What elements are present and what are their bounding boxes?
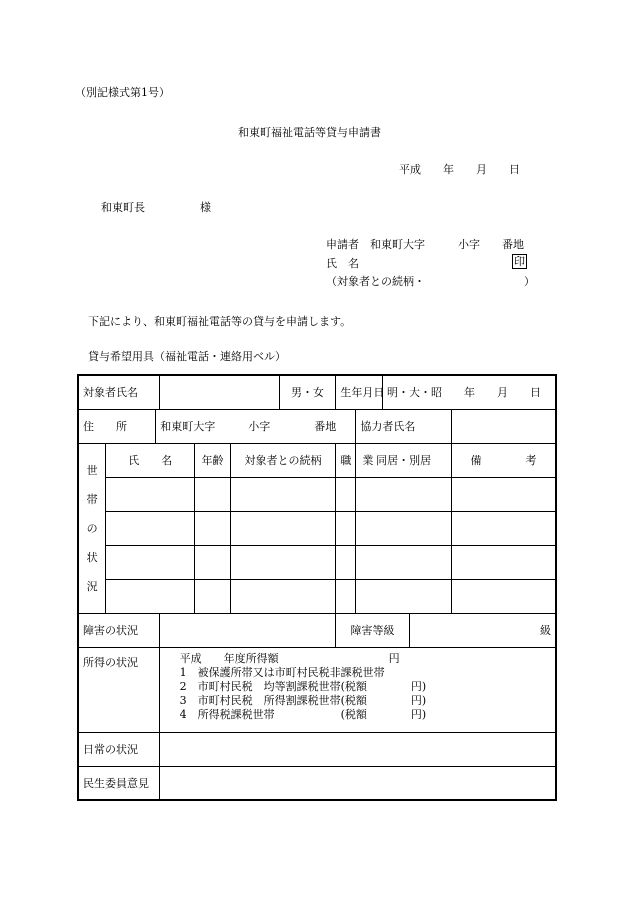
address-row bbox=[78, 409, 556, 443]
household-cell[interactable] bbox=[230, 511, 336, 545]
birth-label: 生年月日 bbox=[336, 375, 383, 409]
household-cell[interactable] bbox=[356, 511, 452, 545]
household-cell[interactable] bbox=[336, 477, 356, 511]
income-row bbox=[78, 647, 556, 732]
cooperator-label: 協力者氏名 bbox=[356, 409, 452, 443]
application-table bbox=[77, 374, 557, 801]
form-title: 和東町福祉電話等貸与申請書 bbox=[238, 126, 381, 139]
income-details[interactable] bbox=[159, 647, 556, 732]
household-header-job: 職 業 bbox=[336, 443, 356, 477]
applicant-relation: （対象者との続柄・ ） bbox=[326, 275, 535, 288]
applicant-address: 申請者 和東町大字 小字 番地 bbox=[326, 238, 524, 251]
income-option-1[interactable]: 1 被保護所帯又は市町村民税非課税世帯 bbox=[179, 665, 385, 679]
income-option-3[interactable]: 3 市町村民税 所得割課税世帯(税額 円) bbox=[179, 693, 427, 707]
applicant-name-label: 氏 名 bbox=[326, 257, 359, 270]
household-header-name: 氏 名 bbox=[106, 443, 195, 477]
address-value[interactable]: 和東町大字 小字 番地 bbox=[156, 409, 356, 443]
grade-unit: 級 bbox=[540, 624, 551, 637]
form-number: （別記様式第1号） bbox=[75, 86, 170, 99]
household-cell[interactable] bbox=[356, 477, 452, 511]
commissioner-field[interactable] bbox=[159, 766, 556, 800]
household-cell[interactable] bbox=[106, 477, 195, 511]
household-cell[interactable] bbox=[195, 579, 231, 613]
commissioner-label: 民生委員意見 bbox=[78, 766, 159, 800]
household-cell[interactable] bbox=[106, 545, 195, 579]
household-row bbox=[78, 511, 556, 545]
income-option-4[interactable]: 4 所得税課税世帯 (税額 円) bbox=[179, 707, 427, 721]
target-name-field[interactable] bbox=[159, 375, 279, 409]
date-line: 平成 年 月 日 bbox=[399, 163, 520, 176]
cooperator-field[interactable] bbox=[451, 409, 556, 443]
income-label: 所得の状況 bbox=[78, 647, 159, 732]
household-cell[interactable] bbox=[356, 579, 452, 613]
household-row bbox=[78, 477, 556, 511]
household-header-row bbox=[78, 443, 556, 477]
household-cell[interactable] bbox=[106, 511, 195, 545]
household-header-living: 同居・別居 bbox=[356, 443, 452, 477]
household-cell[interactable] bbox=[230, 579, 336, 613]
statement: 下記により、和東町福祉電話等の貸与を申請します。 bbox=[88, 315, 352, 328]
daily-field[interactable] bbox=[159, 732, 556, 766]
household-cell[interactable] bbox=[230, 477, 336, 511]
disability-label: 障害の状況 bbox=[78, 613, 159, 647]
household-cell[interactable] bbox=[451, 545, 556, 579]
household-cell[interactable] bbox=[451, 511, 556, 545]
disability-grade-field[interactable] bbox=[409, 613, 556, 647]
daily-label: 日常の状況 bbox=[78, 732, 159, 766]
daily-row bbox=[78, 732, 556, 766]
seal-mark bbox=[512, 254, 527, 269]
household-cell[interactable] bbox=[451, 579, 556, 613]
household-cell[interactable] bbox=[195, 545, 231, 579]
gender-options[interactable]: 男・女 bbox=[279, 375, 336, 409]
income-fiscal-year-line: 平成 年度所得額 円 bbox=[179, 651, 400, 665]
household-row bbox=[78, 579, 556, 613]
equipment-line: 貸与希望用具（福祉電話・連絡用ベル） bbox=[88, 350, 286, 363]
birth-value[interactable]: 明・大・昭 年 月 日 bbox=[383, 375, 557, 409]
household-cell[interactable] bbox=[230, 545, 336, 579]
target-row bbox=[78, 375, 556, 409]
household-cell[interactable] bbox=[356, 545, 452, 579]
target-name-label: 対象者氏名 bbox=[78, 375, 159, 409]
household-cell[interactable] bbox=[195, 511, 231, 545]
household-row bbox=[78, 545, 556, 579]
household-cell[interactable] bbox=[336, 545, 356, 579]
household-header-relation: 対象者との続柄 bbox=[230, 443, 336, 477]
disability-row bbox=[78, 613, 556, 647]
disability-grade-label: 障害等級 bbox=[336, 613, 409, 647]
commissioner-row bbox=[78, 766, 556, 800]
household-cell[interactable] bbox=[106, 579, 195, 613]
household-header-notes: 備 考 bbox=[451, 443, 556, 477]
disability-field[interactable] bbox=[159, 613, 336, 647]
household-cell[interactable] bbox=[195, 477, 231, 511]
household-cell[interactable] bbox=[451, 477, 556, 511]
household-cell[interactable] bbox=[336, 511, 356, 545]
addressee: 和東町長 様 bbox=[101, 201, 211, 214]
household-header-age: 年齢 bbox=[195, 443, 231, 477]
seal-text: 印 bbox=[514, 255, 525, 268]
household-label: 世 帯 の 状 況 bbox=[78, 443, 106, 613]
household-cell[interactable] bbox=[336, 579, 356, 613]
address-label: 住 所 bbox=[78, 409, 156, 443]
income-option-2[interactable]: 2 市町村民税 均等割課税世帯(税額 円) bbox=[179, 679, 427, 693]
